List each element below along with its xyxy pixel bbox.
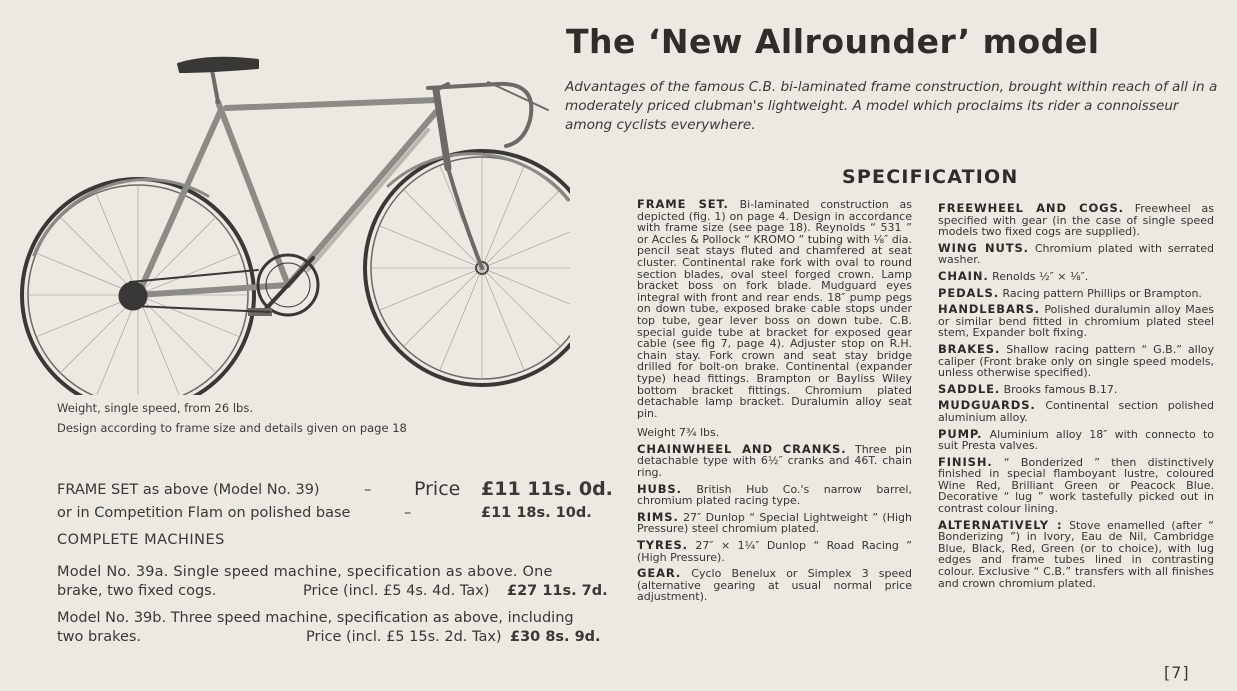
spec-item: PUMP. Aluminium alloy 18″ with connecto to suit Presta valves. xyxy=(938,426,1214,453)
spec-item: SADDLE. Brooks famous B.17. xyxy=(938,381,1118,396)
spec-item: FREEWHEEL AND COGS. Freewheel as specified with gear (in the case of single speed models two fixed cogs are supplied). xyxy=(938,201,1214,239)
frame-set-price: £11 11s. 0d. xyxy=(481,478,613,500)
spec-item: WING NUTS. Chromium plated with serrated washer. xyxy=(938,240,1214,267)
model-39b-line1: Model No. 39b. Three speed machine, specification as above, including xyxy=(57,610,574,626)
spec-item: GEAR. Cyclo Benelux or Simplex 3 speed (alternative gearing at usual normal price adjustment). xyxy=(637,566,912,604)
model-39a-price: £27 11s. 7d. xyxy=(507,583,608,599)
complete-machines-heading: COMPLETE MACHINES xyxy=(57,532,225,548)
spec-item: BRAKES. Shallow racing pattern “ G.B.” alloy caliper (Front brake only on single speed models, unless otherwise specified). xyxy=(938,341,1215,380)
spec-column-right xyxy=(938,203,1214,594)
model-39b-tax: Price (incl. £5 15s. 2d. Tax) xyxy=(306,629,502,645)
page-title: The ‘New Allrounder’ model xyxy=(566,22,1100,61)
spec-item: CHAINWHEEL AND CRANKS. Three pin detachable type with 6½″ cranks and 46T. chain ring. xyxy=(637,441,912,480)
bicycle-illustration xyxy=(8,50,570,395)
spec-item: FINISH. “ Bonderized ” then distinctively finished in special flamboyant lustre, coloured Wine Red, Brilliant Green or Peacock Blue. Decorative “ lug ” work tastefully picked out in contrast colour lining. xyxy=(938,454,1214,516)
spec-item: PEDALS. Racing pattern Phillips or Brampton. xyxy=(938,285,1202,300)
intro-paragraph: Advantages of the famous C.B. bi-laminated frame construction, brought within reach of all in a moderately priced clubman's lightweight. A model which proclaims its rider a connoisseur among cyclists everywhere. xyxy=(565,79,1218,133)
design-caption: Design according to frame size and details given on page 18 xyxy=(57,421,407,435)
model-39a-tax: Price (incl. £5 4s. 4d. Tax) xyxy=(303,583,490,599)
spec-item: Weight 7¾ lbs. xyxy=(637,426,720,440)
spec-item: RIMS. 27″ Dunlop “ Special Lightweight ” (High Pressure) steel chromium plated. xyxy=(637,509,912,536)
spec-item: TYRES. 27″ × 1¼″ Dunlop “ Road Racing ” (High Pressure). xyxy=(637,538,912,564)
model-39b-line2: two brakes. xyxy=(57,629,142,645)
dash: – xyxy=(364,482,372,498)
spec-item: ALTERNATIVELY : Stove enamelled (after “ Bonderizing ”) in Ivory, Eau de Nil, Cambridge Blue, Black, Red, Green (or to choice), with lug edges and frame tubes lined in contrasting colour. Exclusive “ C.B.” transfers with all finishes and crown chromium plated. xyxy=(938,517,1215,590)
specification-heading: SPECIFICATION xyxy=(842,166,1019,188)
dash: – xyxy=(404,505,412,521)
saddle xyxy=(178,58,258,72)
spec-item: HANDLEBARS. Polished duralumin alloy Maes or similar bend fitted in chromium plated steel stem, Expander bolt fixing. xyxy=(938,302,1215,340)
weight-caption: Weight, single speed, from 26 lbs. xyxy=(57,401,253,415)
competition-price: £11 18s. 10d. xyxy=(481,505,592,521)
page-number: [7] xyxy=(1164,663,1190,682)
spec-column-left xyxy=(637,199,912,608)
model-39a-line1: Model No. 39a. Single speed machine, specification as above. One xyxy=(57,564,553,580)
model-39a-line2: brake, two fixed cogs. xyxy=(57,583,217,599)
spec-item: MUDGUARDS. Continental section polished aluminium alloy. xyxy=(938,398,1214,424)
spec-item: HUBS. British Hub Co.'s narrow barrel, chromium plated racing type. xyxy=(637,481,912,508)
spec-item: CHAIN. Renolds ½″ × ⅛″. xyxy=(938,268,1089,283)
competition-label: or in Competition Flam on polished base xyxy=(57,505,351,521)
frame-set-label: FRAME SET as above (Model No. 39) xyxy=(57,482,320,498)
price-word: Price xyxy=(414,478,461,500)
model-39b-price: £30 8s. 9d. xyxy=(510,629,601,645)
front-mudguard xyxy=(388,154,568,200)
spec-item: FRAME SET. Bi-laminated construction as depicted (fig. 1) on page 4. Design in accordance with frame size (see page 18). Reynolds “ 531 ” or Accles & Pollock “ KROMO ” tubing with ⅛″ dia. pencil seat stays fluted and chamfered at seat cluster. Continental rake fork with oval to round section blades, oval steel forged crown. Lamp bracket boss on fork blade. Mudguard eyes integral with front and rear ends. 18″ pump pegs on down tube, exposed brake cable stops under top tube, gear lever boss on down tube. C.B. special guide tube at bracket for exposed gear cable (see fig 7, page 4). Adjuster stop on R.H. chain stay. Fork crown and seat stay bridge drilled for bolt-on brake. Continental (expander type) head fittings. Brampton or Bayliss Wiley bottom bracket fittings. Chromium plated detachable lamp bracket. Duralumin alloy seat pin. xyxy=(637,197,912,420)
